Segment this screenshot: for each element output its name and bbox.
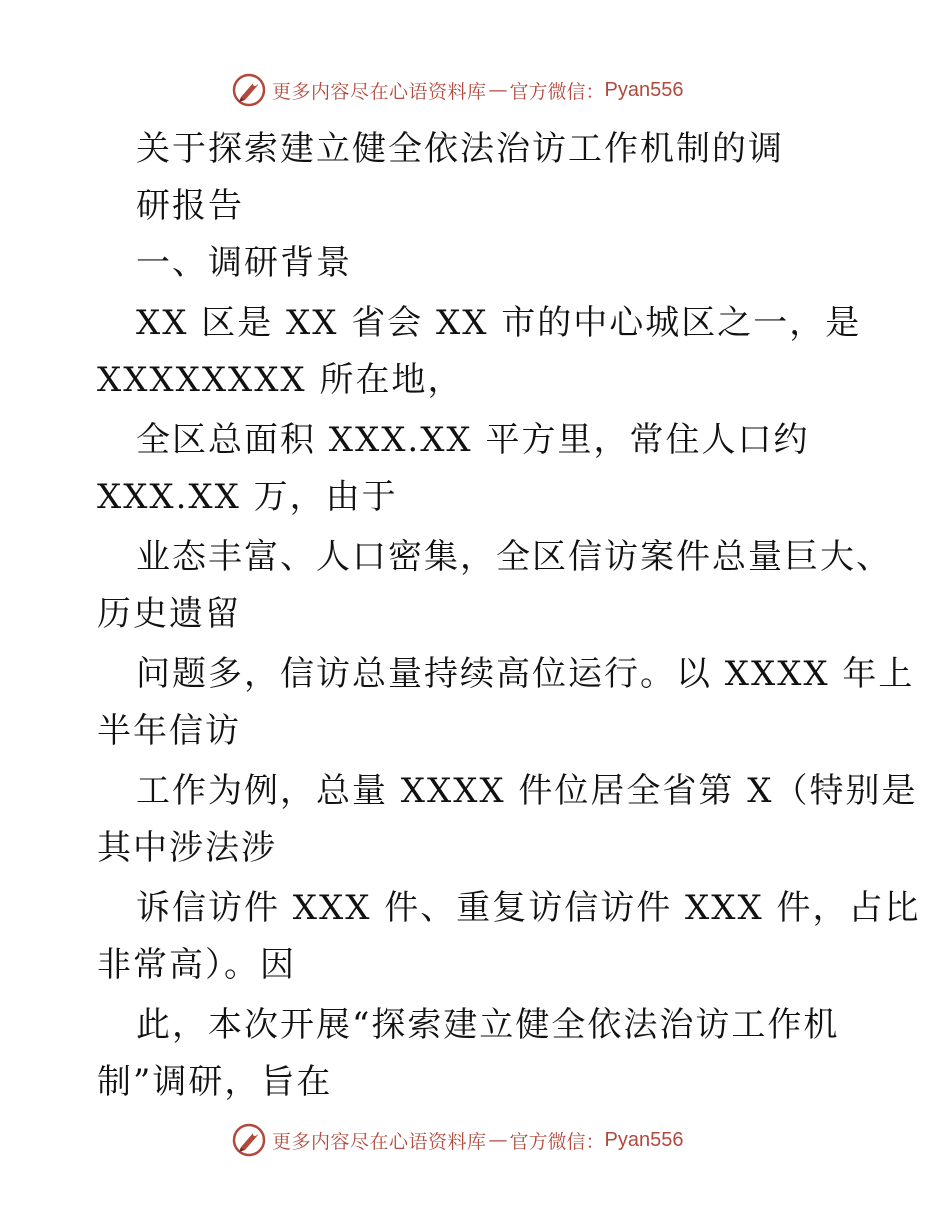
footer-banner <box>0 1120 950 1160</box>
banner-wechat-label: 官方微信： <box>509 1130 605 1153</box>
title-line-1: 关于探索建立健全依法治访工作机制的调 <box>136 129 784 169</box>
paragraph-line: 问题多，信访总量持续高位运行。以 XXXX 年上 <box>136 654 915 694</box>
paragraph-line: 诉信访件 XXX 件、重复访信访件 XXX 件，占比 <box>136 888 921 928</box>
paragraph-line: 非常高）。因 <box>97 945 296 985</box>
title-line-2: 研报告 <box>136 186 244 226</box>
banner-wechat-label: 官方微信： <box>509 80 605 103</box>
paragraph-line: 半年信访 <box>97 711 241 751</box>
paragraph-line: 业态丰富、人口密集，全区信访案件总量巨大、 <box>136 537 892 577</box>
banner-separator: — <box>488 1129 508 1151</box>
paragraph-line: 工作为例，总量 XXXX 件位居全省第 X（特别是 <box>136 771 918 811</box>
section-heading: 一、调研背景 <box>136 243 352 283</box>
pen-logo-icon <box>232 73 266 107</box>
paragraph-line: XX 区是 XX 省会 XX 市的中心城区之一，是 <box>136 303 862 343</box>
banner-wechat-id: Pyan556 <box>604 1128 684 1151</box>
paragraph-line: 此，本次开展“探索建立健全依法治访工作机 <box>136 1005 840 1045</box>
header-banner <box>0 70 950 110</box>
banner-separator: — <box>488 79 508 101</box>
pen-logo-icon <box>232 1123 266 1157</box>
banner-wechat-id: Pyan556 <box>604 78 684 101</box>
paragraph-line: 历史遗留 <box>97 594 241 634</box>
banner-slogan: 更多内容尽在心语资料库 <box>272 80 487 103</box>
banner-slogan: 更多内容尽在心语资料库 <box>272 1130 487 1153</box>
paragraph-line: XXXXXXXX 所在地， <box>97 360 464 400</box>
paragraph-line: 其中涉法涉 <box>97 828 277 868</box>
paragraph-line: XXX.XX 万，由于 <box>97 477 398 517</box>
paragraph-line: 制”调研，旨在 <box>97 1062 333 1102</box>
paragraph-line: 全区总面积 XXX.XX 平方里，常住人口约 <box>136 420 810 460</box>
